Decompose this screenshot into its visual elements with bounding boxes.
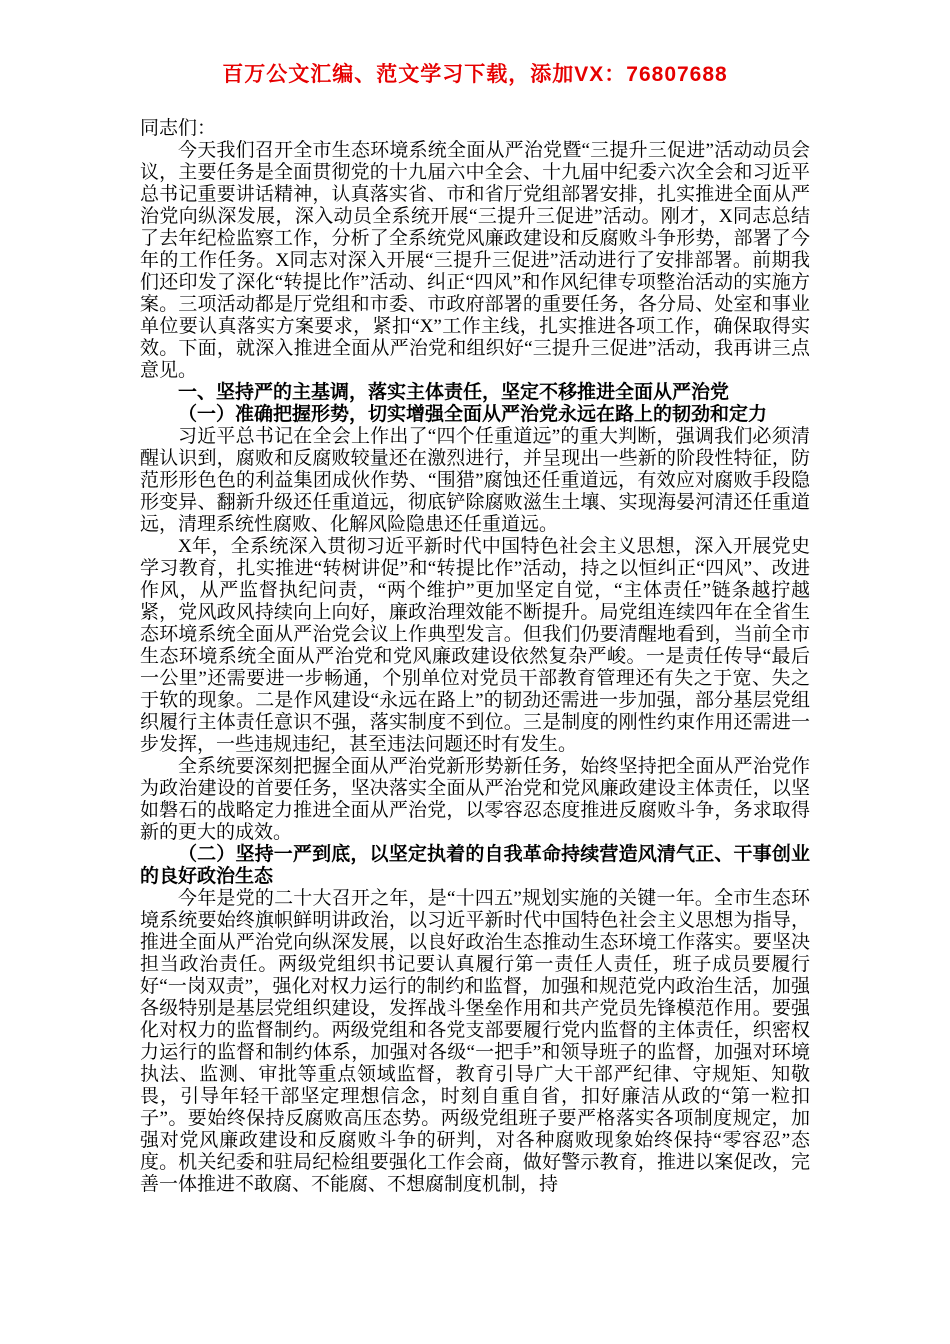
heading-section-1-1: （一）准确把握形势，切实增强全面从严治党永远在路上的韧劲和定力 (178, 404, 768, 425)
paragraph-opening: 今天我们召开全市生态环境系统全面从严治党暨“三提升三促进”活动动员会议，主要任务是全面贯彻党的十九届六中全会、十九届中纪委六次全会和习近平总书记重要讲话精神，认真落实省、市和省厅党组部署安排，扎实推进全面从严治党向纵深发展，深入动员全系统开展“三提升三促进”活动。刚才，X同志总结了去年纪检监察工作，分析了全系统党风廉政建设和反腐败斗争形势，部署了今年的工作任务。X同志对深入开展“三提升三促进”活动进行了安排部署。前期我们还印发了深化“转提比作”活动、纠正“四风”和作风纪律专项整治活动的实施方案。三项活动都是厅党组和市委、市政府部署的重要任务，各分局、处室和事业单位要认真落实方案要求，紧扣“X”工作主线，扎实推进各项工作，确保取得实效。下面，就深入推进全面从严治党和组织好“三提升三促进”活动，我再讲三点意见。 (140, 140, 810, 381)
paragraph-requirement: 全系统要深刻把握全面从严治党新形势新任务，始终坚持把全面从严治党作为政治建设的首要任务，坚决落实全面从严治党和党风廉政建设主体责任，以坚如磐石的战略定力推进全面从严治党，以零容忍态度推进反腐败斗争，务求取得新的更大的成效。 (140, 756, 810, 843)
paragraph-judgment: 习近平总书记在全会上作出了“四个任重道远”的重大判断，强调我们必须清醒认识到，腐败和反腐败较量还在激烈进行，并呈现出一些新的阶段性特征，防范形形色色的利益集团成伙作势、“围猎”腐蚀还任重道远，有效应对腐败手段隐形变异、翻新升级还任重道远，彻底铲除腐败滋生土壤、实现海晏河清还任重道远，清理系统性腐败、化解风险隐患还任重道远。 (140, 426, 810, 535)
salutation: 同志们： (140, 118, 217, 139)
document-body (140, 118, 810, 1196)
promo-banner-text: 百万公文汇编、范文学习下载，添加VX：76807688 (222, 63, 728, 86)
paragraph-review: X年，全系统深入贯彻习近平新时代中国特色社会主义思想，深入开展党史学习教育，扎实推进“转树讲促”和“转提比作”活动，持之以恒纠正“四风”、改进作风，从严监督执纪问责，“两个维护”更加坚定自觉，“主体责任”链条越拧越紧，党风政风持续向上向好，廉政治理效能不断提升。局党组连续四年在全省生态环境系统全面从严治党会议上作典型发言。但我们仍要清醒地看到，当前全市生态环境系统全面从严治党和党风廉政建设依然复杂严峻。一是责任传导“最后一公里”还需要进一步畅通，个别单位对党员干部教育管理还有失之于宽、失之于软的现象。二是作风建设“永远在路上”的韧劲还需进一步加强，部分基层党组织履行主体责任意识不强，落实制度不到位。三是制度的刚性约束作用还需进一步发挥，一些违规违纪，甚至违法问题还时有发生。 (140, 536, 810, 755)
heading-section-1: 一、坚持严的主基调，落实主体责任，坚定不移推进全面从严治党 (178, 382, 730, 403)
paragraph-politics: 今年是党的二十大召开之年，是“十四五”规划实施的关键一年。全市生态环境系统要始终旗帜鲜明讲政治，以习近平新时代中国特色社会主义思想为指导，推进全面从严治党向纵深发展，以良好政治生态推动生态环境工作落实。要坚决担当政治责任。两级党组织书记要认真履行第一责任人责任，班子成员要履行好“一岗双责”，强化对权力运行的制约和监督，加强和规范党内政治生活，加强各级特别是基层党组织建设，发挥战斗堡垒作用和共产党员先锋模范作用。要强化对权力的监督制约。两级党组和各党支部要履行党内监督的主体责任，织密权力运行的监督和制约体系，加强对各级“一把手”和领导班子的监督，加强对环境执法、监测、审批等重点领域监督，教育引导广大干部严纪律、守规矩、知敬畏，引导年轻干部坚定理想信念，时刻自重自省，扣好廉洁从政的“第一粒扣子”。要始终保持反腐败高压态势。两级党组班子要严格落实各项制度规定，加强对党风廉政建设和反腐败斗争的研判，对各种腐败现象始终保持“零容忍”态度。机关纪委和驻局纪检组要强化工作会商，做好警示教育，推进以案促改，完善一体推进不敢腐、不能腐、不想腐制度机制，持 (140, 888, 810, 1195)
heading-section-1-2: （二）坚持一严到底，以坚定执着的自我革命持续营造风清气正、干事创业的良好政治生态 (140, 844, 810, 887)
